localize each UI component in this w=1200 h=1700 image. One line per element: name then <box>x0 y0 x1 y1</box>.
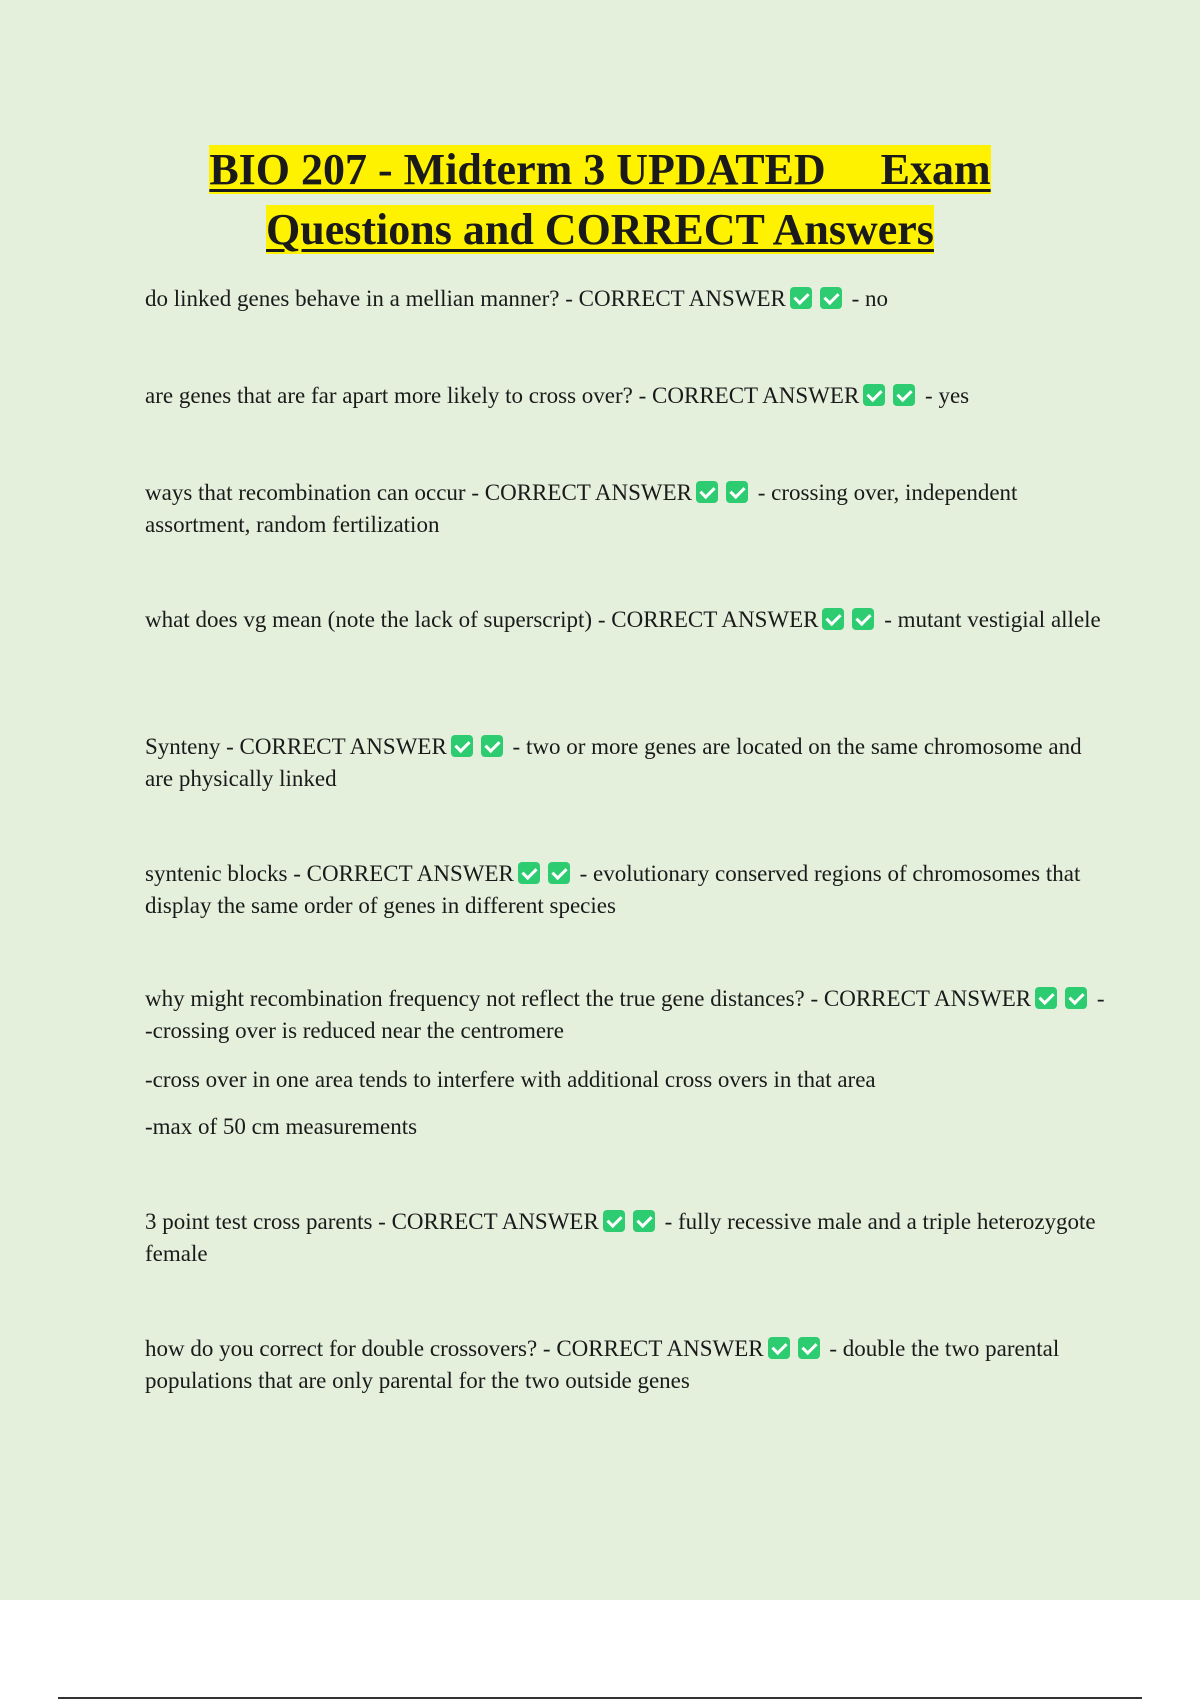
answer-marker: - CORRECT ANSWER <box>287 861 514 886</box>
answer-text: - evolutionary conserved regions of chromosomes that display the same order of genes in different species <box>145 861 1081 918</box>
answer-text: - two or more genes are located on the same chromosome and are physically linked <box>145 734 1082 791</box>
check-box-icon <box>726 481 748 503</box>
check-box-icon <box>768 1337 790 1359</box>
answer-text: - double the two parental populations that are only parental for the two outside genes <box>145 1336 1060 1393</box>
title-line-1: BIO 207 - Midterm 3 UPDATED Exam <box>209 145 991 194</box>
question-text: 3 point test cross parents <box>145 1209 373 1234</box>
qa-item <box>145 477 1105 541</box>
qa-item <box>145 604 1105 636</box>
question-text: do linked genes behave in a mellian manner? <box>145 286 560 311</box>
title-line-2: Questions and CORRECT Answers <box>266 205 934 254</box>
check-box-icon <box>633 1210 655 1232</box>
check-box-icon <box>822 608 844 630</box>
answer-marker: - CORRECT ANSWER <box>372 1209 599 1234</box>
check-box-icon <box>863 384 885 406</box>
question-text: syntenic blocks <box>145 861 288 886</box>
check-box-icon <box>518 862 540 884</box>
answer-continuation: -max of 50 cm measurements <box>145 1114 418 1139</box>
qa-item <box>145 983 1105 1047</box>
answer-marker: - CORRECT ANSWER <box>559 286 786 311</box>
question-text: are genes that are far apart more likely to cross over? <box>145 383 633 408</box>
qa-item <box>145 1206 1105 1270</box>
check-box-icon <box>451 735 473 757</box>
check-box-icon <box>548 862 570 884</box>
check-box-icon <box>893 384 915 406</box>
answer-marker: - CORRECT ANSWER <box>804 986 1032 1011</box>
answer-text: - yes <box>919 383 970 408</box>
check-box-icon <box>820 287 842 309</box>
answer-marker: - CORRECT ANSWER <box>220 734 447 759</box>
qa-item <box>145 283 1105 315</box>
answer-text: - fully recessive male and a triple heterozygote female <box>145 1209 1096 1266</box>
check-box-icon <box>852 608 874 630</box>
document-title <box>120 140 1080 260</box>
check-box-icon <box>1065 987 1087 1009</box>
answer-text: - crossing over, independent assortment, random fertilization <box>145 480 1018 537</box>
answer-text: - -crossing over is reduced near the centromere <box>145 986 1105 1043</box>
check-box-icon <box>696 481 718 503</box>
question-text: how do you correct for double crossovers? <box>145 1336 538 1361</box>
question-text: ways that recombination can occur <box>145 480 466 505</box>
check-box-icon <box>790 287 812 309</box>
question-text: Synteny <box>145 734 221 759</box>
answer-marker: - CORRECT ANSWER <box>632 383 860 408</box>
question-text: what does vg mean (note the lack of superscript) <box>145 607 593 632</box>
answer-continuation: -cross over in one area tends to interfere with additional cross overs in that area <box>145 1067 876 1092</box>
check-box-icon <box>603 1210 625 1232</box>
check-box-icon <box>481 735 503 757</box>
answer-text: - mutant vestigial allele <box>878 607 1101 632</box>
qa-item <box>145 858 1105 922</box>
check-box-icon <box>1035 987 1057 1009</box>
qa-item <box>145 731 1105 795</box>
qa-item <box>145 380 1105 412</box>
qa-item <box>145 1333 1105 1397</box>
answer-marker: - CORRECT ANSWER <box>537 1336 764 1361</box>
check-box-icon <box>798 1337 820 1359</box>
answer-marker: - CORRECT ANSWER <box>465 480 693 505</box>
question-text: why might recombination frequency not reflect the true gene distances? <box>145 986 805 1011</box>
footer-divider <box>58 1697 1142 1699</box>
answer-marker: - CORRECT ANSWER <box>592 607 819 632</box>
answer-text: - no <box>845 286 889 311</box>
